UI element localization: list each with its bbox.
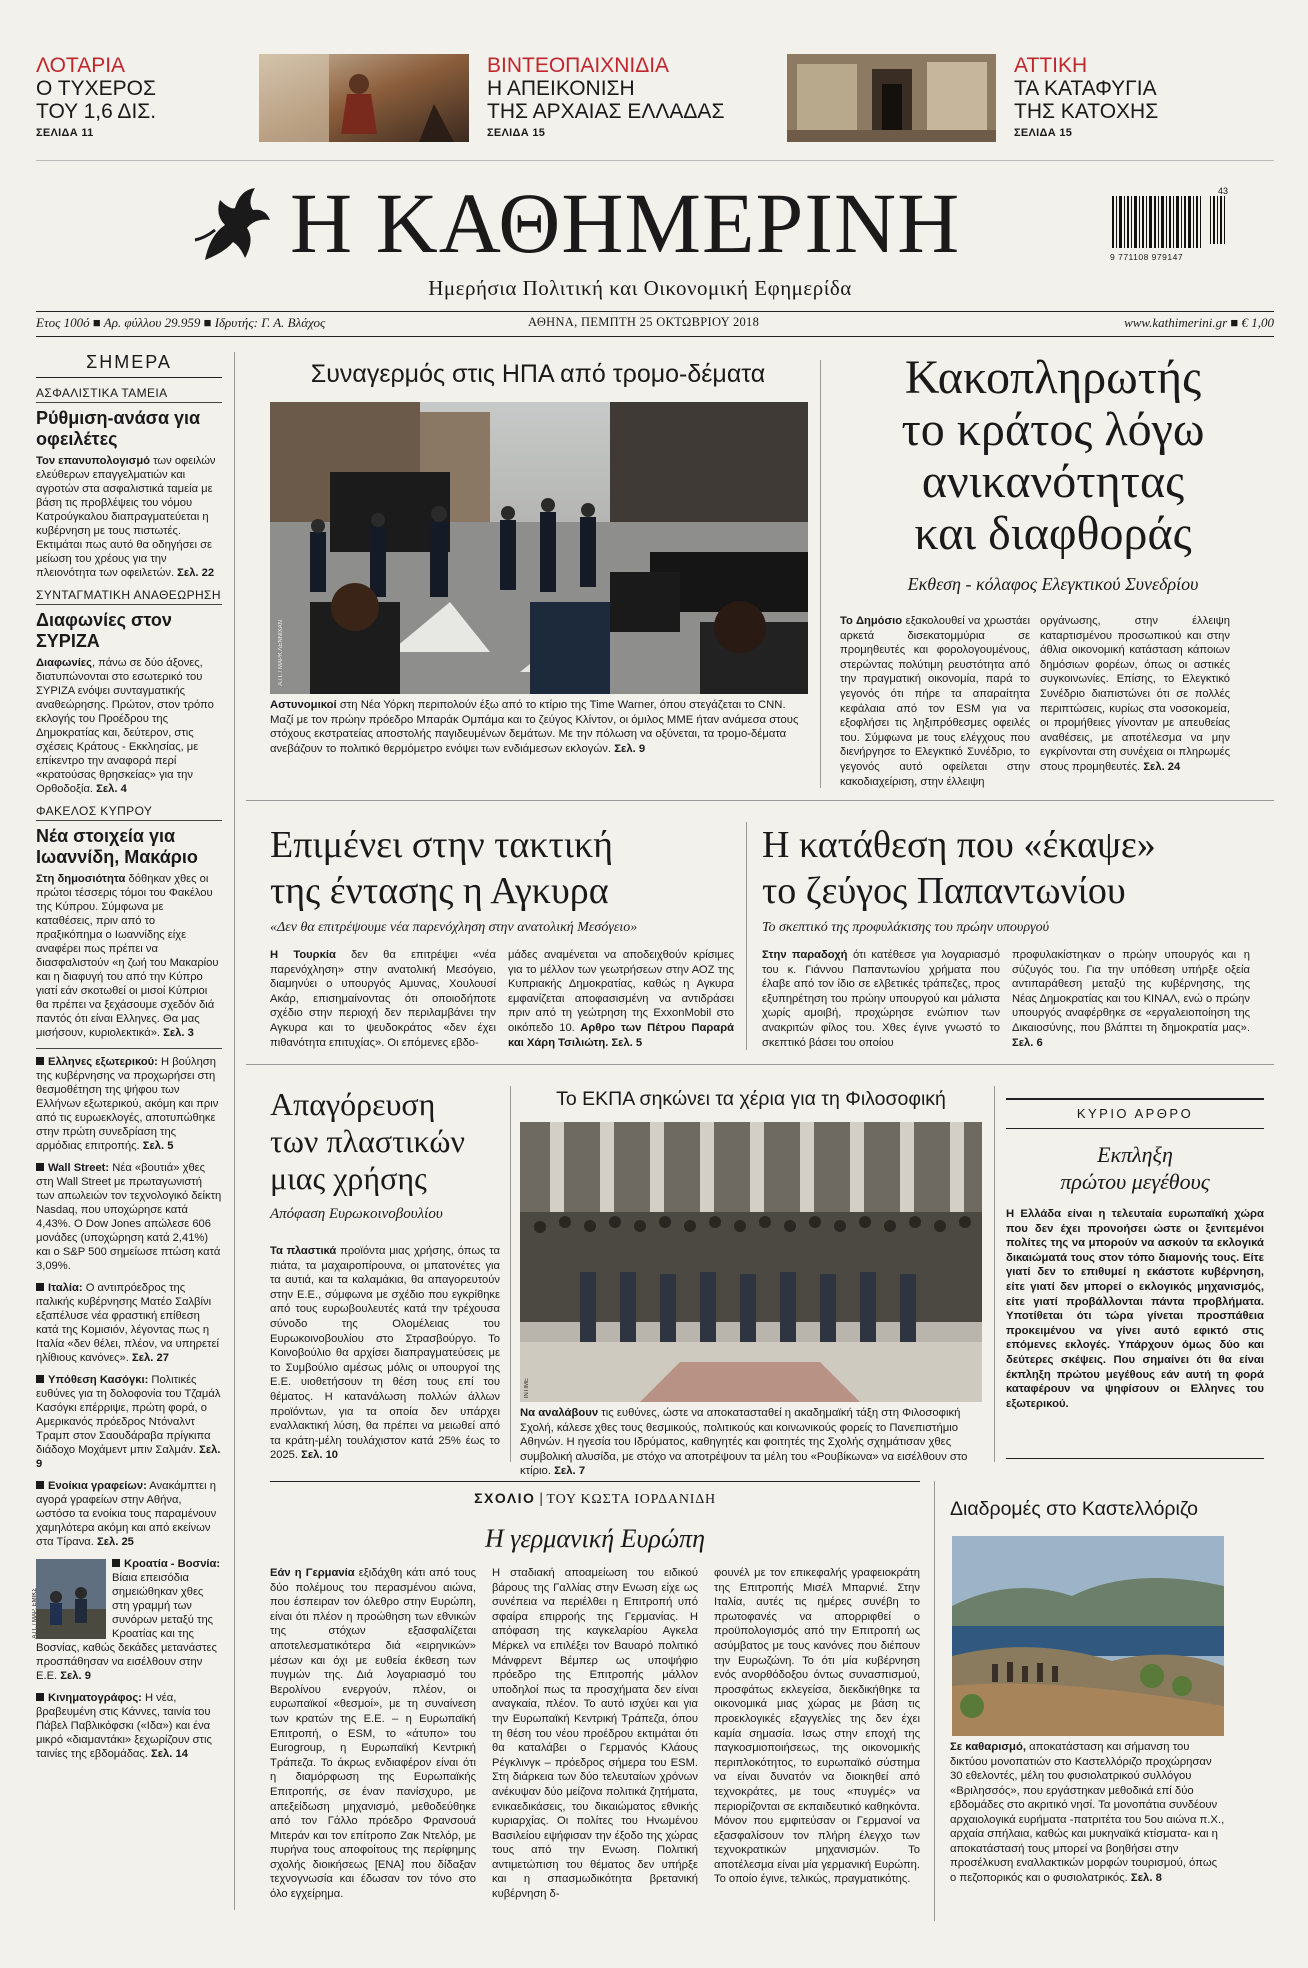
editorial-title: Εκπληξη — [1097, 1142, 1173, 1167]
headline-kastellorizo[interactable]: Διαδρομές στο Καστελλόριζο — [950, 1498, 1198, 1520]
brief[interactable] — [32, 1557, 222, 1683]
papantoniou-column-2 — [1012, 948, 1250, 1050]
story-kicker: ΦΑΚΕΛΟΣ ΚΥΠΡΟΥ — [36, 804, 222, 821]
turkey-column-2 — [508, 948, 734, 1050]
story-body: δόθηκαν χθες οι πρώτοι τέσσερις τόμοι του Φακέλου της Κύπρου. Σύμφωνα με καταθέσεις, πριν από το πραξικόπημα ο Ιωαννίδης είχε αναφέρει πως πρέπει να διασφαλιστούν «η ζωή του Μακαρίου και η διαφυγή του από την Κύπρο γιατί εάν σκοτωθεί οι μισοί Κύπριοι θα πρέπει να ξεχάσουμε σχεδόν διά παντός ότι είναι Ελληνες. Θα μας μισήσουν, κυριολεκτικά». — [36, 873, 219, 1039]
caption-lead: Να αναλάβουν — [520, 1407, 599, 1419]
brief-body: Νέα «βουτιά» χθες στη Wall Street με πρωταγωνιστή των απωλειών τον τεχνολογικό δείκτη Nasdaq, που υποχώρησε κατά 4,43%. Ο Dow Jones απώλεσε 606 μονάδες (υποχώρηση κατά 2,41%) και ο S&P 500 σημείωσε πτώση κατά 3,09%. — [36, 1162, 222, 1272]
story-kicker: ΣΥΝΤΑΓΜΑΤΙΚΗ ΑΝΑΘΕΩΡΗΣΗ — [36, 588, 222, 605]
teaser-kicker: ΒΙΝΤΕΟΠΑΙΧΝΙΔΙΑ — [487, 54, 670, 77]
story-kicker: ΑΣΦΑΛΙΣΤΙΚΑ ΤΑΜΕΙΑ — [36, 386, 222, 403]
teaser-image-shelters — [787, 54, 996, 142]
page-ref: Σελ. 24 — [1140, 760, 1181, 773]
page-ref: Σελ. 7 — [550, 1465, 586, 1477]
page-ref: Σελ. 4 — [93, 783, 127, 795]
barcode-top: 43 — [1217, 186, 1228, 196]
story-body: μάδες αναμένεται να αποδειχθούν κρίσιμες για το μέλλον των γεωτρήσεων στην ΑΟΖ της Κυπριακής Δημοκρατίας, καθώς η Αγκυρα εμφανίζεται αποφασισμένη να αντιδράσει πριν από τη γεώτρηση της ExxonMobil στο οικόπεδο 10. — [508, 949, 734, 1034]
brief-lead: Υπόθεση Κασόγκι: — [48, 1374, 149, 1386]
brief-body: Η νέα, βραβευμένη στις Κάννες, ταινία του Πάβελ Παβλικόφσκι («Ιδα») και ένα μικρό «διαμαντάκι» ξεχωρίζουν στις ταινίες της εβδομάδας. — [36, 1692, 212, 1760]
brief[interactable] — [36, 1055, 222, 1153]
caption-ekpa — [520, 1406, 982, 1479]
brief-lead: Ιταλία: — [48, 1282, 83, 1294]
photo-university-chain — [520, 1122, 982, 1402]
story-lead: Στη δημοσιότητα — [36, 873, 126, 885]
story-headline: Ρύθμιση-ανάσα για οφειλέτες — [36, 408, 201, 449]
bullet-icon — [36, 1481, 44, 1489]
photo-kastellorizo-trail — [952, 1536, 1224, 1736]
caption-body: στη Νέα Υόρκη περιπολούν έξω από το κτίριο της Time Warner, όπου στεγάζεται το CNN. Μαζί με τον πρώην πρόεδρο Μπαράκ Ομπάμα και το ζεύγος Κλίντον, οι όμιλος ΜΜΕ ήταν ανάμεσα στους στόχους εκστρατείας αποστολής παγιδευμένων δεμάτων. Με την πόλωση να οξύνεται, τα τρομο-δέματα ανεβάζουν το πολιτικό θερμόμετρο ενόψει των ενδιάμεσων εκλογών. — [270, 699, 799, 755]
editorial-title: πρώτου μεγέθους — [1060, 1169, 1210, 1194]
page-ref: Σελ. 25 — [93, 1536, 134, 1548]
story-lead: Τον επανυπολογισμό — [36, 455, 151, 467]
brief-photo — [32, 1559, 106, 1639]
story-body: προφυλακίστηκαν ο πρώην υπουργός και η σύζυγός του. Για την υπόθεση υπήρξε οξεία αντιπαράθεση μεταξύ της κυβέρνησης, της Νέας Δημοκρατίας και του ΚΙΝΑΛ, ενώ ο πρώην υπουργός αναφέρθηκε σε «εργαλειοποίηση της Δικαιοσύνης, που βλάπτει τη δημοκρατία μας». — [1012, 949, 1250, 1034]
story-body: οργάνωσης, στην έλλειψη καταρτισμένου προσωπικού και στην άθλια οικονομική κατάσταση κάποιων δημόσιων φορέων, όπως οι αστικές συγκοινωνίες. Επίσης, το Ελεγκτικό Συνέδριο διαπιστώνει ότι σε πολλές περιπτώσεις, κυρίως στα νοσοκομεία, οι προμήθειες γίνονταν με απευθείας αναθέσεις, με αποτέλεσμα να μην εγκρίνονται στη συνέχεια οι πληρωμές στους προμηθευτές. — [1040, 615, 1230, 773]
brief-body: Ο αντιπρόεδρος της ιταλικής κυβέρνησης Ματέο Σαλβίνι εξαπέλυσε νέα φραστική επίθεση κατά της Κομισιόν, λέγοντας πως η Ιταλία «δεν θέλει, πλέον, να υπηρετεί ηλίθιους κανόνες». — [36, 1282, 219, 1364]
founder: Ιδρυτής: Γ. Α. Βλάχος — [214, 315, 326, 330]
teaser-kicker: ΑΤΤΙΚΗ — [1014, 54, 1088, 77]
bullet-icon — [36, 1693, 44, 1701]
story-headline: Νέα στοιχεία για Ιωαννίδη, Μακάριο — [36, 826, 198, 867]
story-body: δεν θα επιτρέψει «νέα παρενόχληση» στην ανατολική Μεσόγειο, διαμηνύει ο υπουργός Αμυνας, Χουλουσί Ακάρ, επισημαίνοντας ότι οποιοδήποτε σχέδιο στην περιοχή δεν περιλαμβάνει την Αγκυρα και το ψευδοκράτος «δεν έχει πιθανότητα επιτυχίας». Οι επόμενες εβδο- — [270, 949, 496, 1049]
teaser-videogames[interactable] — [487, 54, 747, 139]
caption-body: τις ευθύνες, ώστε να αποκατασταθεί η ακαδημαϊκή τάξη στη Φιλοσοφική Σχολή, κάλεσε χθες τους θεσμικούς, πολιτικούς και κοινωνικούς φορείς το Πανεπιστήμιο Αθηνών. Η ηγεσία του Ιδρύματος, καθηγητές και φοιτητές της Σχολής σχημάτισαν χθες συμβολική αλυσίδα, με στόχο να αποτρέψουν τα μέλη του «Ρουβίκωνα» να εισέλθουν στο κτίριο. — [520, 1407, 968, 1477]
caption-us — [270, 698, 808, 756]
teaser-page: ΣΕΛΙΔΑ 15 — [487, 127, 546, 139]
griffin-logo-icon — [185, 180, 275, 270]
date: ΑΘΗΝΑ, ΠΕΜΠΤΗ 25 ΟΚΤΩΒΡΙΟΥ 2018 — [528, 315, 760, 329]
brief-lead: Κινηματογράφος: — [48, 1692, 142, 1704]
teaser-attica[interactable] — [1014, 54, 1274, 139]
page-ref: Σελ. 14 — [147, 1748, 188, 1760]
headline-ekpa[interactable]: Το ΕΚΠΑ σηκώνει τα χέρια για τη Φιλοσοφική — [556, 1088, 946, 1110]
story-lead: Εάν η Γερμανία — [270, 1567, 355, 1579]
caption-lead: Σε καθαρισμό, — [950, 1741, 1027, 1753]
page-ref: Σελ. 9 — [36, 1444, 221, 1470]
story-lead: Στην παραδοχή — [762, 949, 848, 961]
teaser-page: ΣΕΛΙΔΑ 11 — [36, 127, 94, 139]
story-body: εξιδάχθη κάτι από τους δύο πολέμους του περασμένου αιώνα, που έσπειραν τον όλεθρο στην Ευρώπη, είναι ότι πλέον η προώθηση των εθνικών της στόχων εξασφαλίζεται αποτελεσματικότερα διά «ειρηνικών» μέσων και όχι με ευθεία έκθεση των πυγμών της. Διά λογαριασμό του Βερολίνου ενεργούν, πλέον, οι ευρωπαϊκοί «θεσμοί», με τη συναίνεση των κρατών της Ε.Ε. – η Ευρωπαϊκή Επιτροπή, ο ESM, το «άτυπο» του Eurogroup, η Ευρωπαϊκή Κεντρική Τράπεζα. Το άκρως ενδιαφέρον είναι ότι η διαμόρφωση της Ευρωπαϊκής Επιτροπής, σε έναν πανίσχυρο, με απεξείδωση μηχανισμό, μεθοδεύθηκε από τον Γάλλο πρόεδρο Φρανσουά Μιτεράν και τον επίτροπο Ζακ Ντελόρ, με πυρήνα τους αποφοίτους της περίφημης σχολής διοικήσεως [ENA] που δίδαξαν τεχνογνωσία και έδωσαν τον τόνο στο όλο εγχείρημα. — [270, 1567, 476, 1901]
papantoniou-column-1 — [762, 948, 1000, 1050]
story-body: των οφειλών ελεύθερων επαγγελματιών και αγροτών στα ασφαλιστικά ταμεία με βάση τις προβλέψεις του νόμου Κατρούγκαλου διαπραγματεύεται η κυβέρνηση με τους πιστωτές. Εκτιμάται πως αυτό θα οδηγήσει σε μείωση του χρέους για την πλειονότητα των οφειλετών. — [36, 455, 216, 579]
story-body: , πάνω σε δύο άξονες, διατυπώνονται στο εσωτερικό του ΣΥΡΙΖΑ ενόψει συνταγματικής αναθεώρησης. Πρώτον, στον τρόπο εκλογής του Προέδρου της Δημοκρατίας και, δεύτερον, στις σχέσεις Κράτους - Εκκλησίας, με επίκεντρο την αναφορά περί «κρατούσας θρησκείας» για την Ορθοδοξία. — [36, 657, 214, 795]
teaser-lottery[interactable] — [36, 54, 216, 139]
page-ref: Σελ. 10 — [298, 1449, 339, 1462]
brief[interactable] — [36, 1479, 222, 1549]
price: € 1,00 — [1241, 315, 1274, 330]
audit-column-2 — [1040, 614, 1230, 775]
photo-credit: ΙΝΤΙΜΕ — [524, 1377, 530, 1398]
website-link[interactable]: www.kathimerini.gr — [1124, 315, 1228, 330]
story-lead: Τα πλαστικά — [270, 1245, 337, 1257]
headline-line: το ζεύγος Παπαντωνίου — [762, 870, 1126, 912]
brief-lead: Ενοίκια γραφείων: — [48, 1480, 147, 1492]
teaser-title: ΤΑ ΚΑΤΑΦΥΓΙΑ — [1014, 77, 1157, 100]
sidebar-story[interactable] — [36, 804, 222, 1040]
brief-body: Ανακάμπτει η αγορά γραφείων στην Αθήνα, ωστόσο τα ενοίκια τους παραμένουν χαμηλότερα ακόμη και από εκείνων στα Τίρανα. — [36, 1480, 217, 1548]
brief-body: Η βούληση της κυβέρνησης να προχωρήσει στη θεσμοθέτηση της ψήφου των Ελλήνων εξωτερικού, ακόμη και πριν από τις ευρωεκλογές, αποτυπώθηκε στην πρώτη συνεδρίαση της αρμόδιας επιτροπής. — [36, 1056, 219, 1152]
deck-plastics: Απόφαση Ευρωκοινοβουλίου — [270, 1206, 443, 1222]
teaser-title: ΤΗΣ ΚΑΤΟΧΗΣ — [1014, 100, 1159, 123]
story-body: ότι κατέθεσε για λογαριασμό του κ. Γιάννου Παπαντωνίου χρήματα που έλαβε από τον ίδιο σε ελβετικές τράπεζες, προς εξυπηρέτηση του πρώην υπουργού και μάλιστα χωρίς αμοιβή, προχώρησε ενώπιον των ανακριτών φίλος του. Χθες έγινε γνωστό το σκεπτικό βάσει του οποίου — [762, 949, 1000, 1049]
teaser-page: ΣΕΛΙΔΑ 15 — [1014, 127, 1073, 139]
headline-us[interactable]: Συναγερμός στις ΗΠΑ από τρομο-δέματα — [310, 360, 766, 388]
story-body: εξακολουθεί να χρωστάει αρκετά δισεκατομμύρια σε προμηθευτές και φορολογουμένους, στερώντας πολύτιμη ρευστότητα από την πραγματική οικονομία, παρά το γεγονός ότι πήρε τα απαραίτητα κεφάλαια από τον ESM για να εξοφλήσει τις ληξιπρόθεσμες οφειλές του. Σύμφωνα με τους ελέγχους που διενήργησε το Ελεγκτικό Συνέδριο, το γεγονός αυτό οφείλεται στην κακοδιαχείριση, στην έλλειψη — [840, 615, 1030, 788]
barcode-number: 9 771108 979147 — [1110, 252, 1184, 262]
comment-author: ΤΟΥ ΚΩΣΤΑ ΙΟΡΔΑΝΙΔΗ — [546, 1492, 716, 1507]
story-lead: Το Δημόσιο — [840, 615, 903, 627]
page-ref: Σελ. 27 — [128, 1352, 169, 1364]
newspaper-subtitle: Ημερήσια Πολιτική και Οικονομική Εφημερίδα — [428, 276, 852, 300]
headline-line: και διαφθοράς — [914, 507, 1192, 560]
teaser-image-videogame — [259, 54, 469, 142]
brief[interactable] — [36, 1281, 222, 1365]
issue-number: Αρ. φύλλου 29.959 — [103, 315, 201, 330]
sidebar-story[interactable] — [36, 386, 222, 580]
brief-lead: Κροατία - Βοσνία: — [124, 1558, 221, 1570]
bullet-icon — [112, 1559, 120, 1567]
barcode — [1110, 186, 1230, 266]
byline: Αρθρο των Πέτρου Παραρά και Χάρη Τσιλιώτη. — [508, 1021, 734, 1049]
headline-line: Η κατάθεση που «έκαψε» — [762, 824, 1156, 866]
plastics-body — [270, 1244, 500, 1463]
bullet-icon — [36, 1283, 44, 1291]
page-ref: Σελ. 5 — [608, 1036, 643, 1049]
photo-new-york-police — [270, 402, 808, 694]
headline-line: μιας χρήσης — [270, 1160, 427, 1196]
brief[interactable] — [36, 1691, 222, 1761]
page-ref: Σελ. 5 — [139, 1140, 174, 1152]
sidebar-header: ΣΗΜΕΡΑ — [86, 352, 172, 372]
headline-turkey[interactable] — [270, 822, 740, 914]
headline-line: της έντασης η Αγκυρα — [270, 870, 609, 912]
headline-papantoniou[interactable] — [762, 822, 1274, 914]
headline-line: Κακοπληρωτής — [904, 351, 1202, 404]
headline-line: Απαγόρευση — [270, 1086, 436, 1122]
page-ref: Σελ. 22 — [174, 567, 215, 579]
editorial[interactable] — [1006, 1098, 1264, 1411]
deck-papantoniou: Το σκεπτικό της προφυλάκισης του πρώην υπουργού — [762, 920, 1050, 935]
page-ref: Σελ. 8 — [1127, 1871, 1162, 1884]
comment-title[interactable]: Η γερμανική Ευρώπη — [485, 1524, 705, 1553]
page-ref: Σελ. 9 — [611, 742, 646, 755]
headline-plastics[interactable] — [270, 1086, 506, 1197]
headline-line: το κράτος λόγω — [901, 403, 1205, 456]
deck-audit: Εκθεση - κόλαφος Ελεγκτικού Συνεδρίου — [907, 574, 1199, 594]
page-ref: Σελ. 9 — [57, 1670, 91, 1682]
comment-kicker: ΣΧΟΛΙΟ — [474, 1490, 536, 1506]
headline-line: των πλαστικών — [270, 1123, 465, 1159]
photo-credit: Α.Π. / ΜΑΡΚ ΛΕΝΝΙΧΑΝ — [278, 620, 284, 686]
comment-column-3: φουνέλ με τον επικεφαλής γραφειοκράτη της Επιτροπής Μισέλ Μπαρνιέ. Στην Ιταλία, αυτές τις ημέρες συνέβη το πρωτοφανές να απορριφθεί ο προϋπολογισμός από την Επιτροπή ως ασύμβατος με τους κανόνες που διέπουν την Ευρωζώνη. Το ότι μία κυβέρνηση ενός ανορθόδοξου όντως συνασπισμού, προσφάτως εκλεγείσα, διεκδικήθηκε τα οικονομικά μιας χώρας με βάση τις προεκλογικές εξαγγελίες της δεν έχει καμία σημασία. Ισως στην εποχή της παγκοσμιοποιήσεως, της οικονομικής περιπλοκότητος, το ευρωπαϊκό σύστημα να είναι δυνατόν να διοικηθεί από τεχνοκράτες, με τους «πυγμές» να περιορίζονται σε εκπαιδευτικό καθηκόντα. Μόνον που εμφιτεύσαν οι Γερμανοί να εξασφαλίσουν τον πλήρη έλεγχο των τεχνοκρατικών μηχανισμών. Το αποτέλεσμα είναι μία γερμανική Ευρώπη. Το οποίο έγινε, τελικώς, πραγματικότης. — [714, 1567, 920, 1886]
brief-lead: Ελληνες εξωτερικού: — [48, 1056, 158, 1068]
headline-line: ανικανότητας — [921, 455, 1185, 508]
turkey-column-1 — [270, 948, 496, 1050]
caption-lead: Αστυνομικοί — [270, 699, 337, 711]
sidebar-story[interactable] — [36, 588, 222, 796]
brief[interactable] — [36, 1373, 222, 1471]
bullet-icon — [36, 1163, 44, 1171]
story-body: προϊόντα μιας χρήσης, όπως τα πιάτα, τα μαχαιροπίρουνα, οι μπατονέτες για τα αυτιά, και τα καλαμάκια, θα απαγορευτούν στην Ε.Ε., σύμφωνα με σχέδιο που εγκρίθηκε από τους ευρωβουλευτές κατά την τρέχουσα σύνοδο της Ολομέλειας του Ευρωκοινοβουλίου στο Στρασβούργο. Το Κοινοβούλιο θα αρχίσει διαπραγματεύσεις με το Συμβούλιο αμέσως μόλις οι υπουργοί της Ε.Ε. υιοθετήσουν τη θέση τους επί του θέματος. Η κατανάλωση πολλών άλλων προϊόντων, για τα οποία δεν υπάρχει εναλλακτική λύση, θα πρέπει να μειωθεί από τα κράτη-μέλη τουλάχιστον κατά 25% έως το 2025. — [270, 1245, 500, 1462]
bullet-icon — [36, 1057, 44, 1065]
teaser-title: ΤΗΣ ΑΡΧΑΙΑΣ ΕΛΛΑΔΑΣ — [487, 100, 725, 123]
page-ref: Σελ. 6 — [1012, 1036, 1043, 1049]
teaser-title: Ο ΤΥΧΕΡΟΣ — [36, 77, 156, 100]
brief-lead: Wall Street: — [48, 1162, 110, 1174]
comment-header: ΣΧΟΛΙΟ | ΤΟΥ ΚΩΣΤΑ ΙΟΡΔΑΝΙΔΗ — [474, 1490, 716, 1507]
newspaper-title: Η ΚΑΘΗΜΕΡΙΝΗ — [290, 175, 961, 271]
sidebar — [32, 352, 222, 1761]
year: Ετος 100ό — [36, 315, 90, 330]
page-ref: Σελ. 3 — [160, 1027, 194, 1039]
headline-audit[interactable] — [832, 352, 1274, 560]
info-bar: Ετος 100ό ■ Αρ. φύλλου 29.959 ■ Ιδρυτής: Γ. Α. Βλάχος ΑΘΗΝΑ, ΠΕΜΠΤΗ 25 ΟΚΤΩΒΡΙΟΥ 2018 www.kathimerini.gr ■ € 1,00 — [36, 315, 1274, 330]
headline-line: Επιμένει στην τακτική — [270, 824, 613, 866]
audit-column-1 — [840, 614, 1030, 789]
brief[interactable] — [36, 1161, 222, 1273]
teaser-title: ΤΟΥ 1,6 ΔΙΣ. — [36, 100, 157, 123]
story-lead: Η Τουρκία — [270, 949, 336, 961]
brief-body: Πολιτικές ευθύνες για τη δολοφονία του Τζαμάλ Κασόγκι επέρριψε, πρώτη φορά, ο Αμερικανός πρόεδρος Ντόναλντ Τραμπ στον Σαουδάραβα πρίγκιπα διάδοχο Μοχάμεντ μπιν Σαλμάν. — [36, 1374, 221, 1456]
editorial-body: Η Ελλάδα είναι η τελευταία ευρωπαϊκή χώρα που δεν έχει προνοήσει ώστε οι ξενιτεμένοι πολίτες της να μπορούν να ασκούν τα εκλογικά δικαιώματά τους στον τόπο διαμονής τους. Είτε γιατί δεν το επιθυμεί η εκάστοτε κυβέρνηση, είτε γιατί δεν μπορεί ο εκλογικός μηχανισμός, είτε γιατί προβάλλονται πάντα προβλήματα. Υποτίθεται ότι τώρα γίνεται προσπάθεια προκειμένου να γίνει αυτό εφικτό στις επόμενες εκλογές. Υπάρχουν όμως δύο και δεύτερες σκέψεις. Που σημαίνει ότι θα είναι έκπληξη πρώτου μεγέθους εάν αυτή τη φορά καταφέρουν να ψηφίσουν οι Ελληνες του εξωτερικού. — [1006, 1208, 1264, 1410]
bullet-icon — [36, 1375, 44, 1383]
comment-column-1 — [270, 1566, 476, 1902]
caption-kastellorizo — [950, 1740, 1226, 1885]
story-lead: Διαφωνίες — [36, 657, 92, 669]
story-headline: Διαφωνίες στον ΣΥΡΙΖΑ — [36, 610, 172, 651]
photo-credit: Α.Π. / ΜΑΡ. ΕΜΙΚΣ — [32, 1588, 38, 1639]
comment-column-2: Η σταδιακή αποαμείωση του ειδικού βάρους της Γαλλίας στην Ενωση είχε ως συνέπεια να περιέλθει η Επιτροπή υπό σφαίρα επιρροής της Γερμανίας. Η απόφαση της καγκελαρίου Αγκελα Μέρκελ να επιλέξει τον Βαυαρό πολιτικό Μάνφρεντ Βέμπερ ως υποψήφιο πρόεδρο της Επιτροπής μάλλον υποδηλοί πως τα προσχήματα δεν είναι αναγκαία, πλέον. Το αυτό ισχύει και για την Ευρωπαϊκή Κεντρική Τράπεζα, όπου τη θέση του νέου προέδρου εκτιμάται ότι θα καταλάβει ο Γερμανός Κλάους Ρέγκλινγκ – πρόεδρος σήμερα του ESM. Στη διάρκεια των δύο τελευταίων χρόνων ανέκυψαν δύο μείζονα πολιτικά ζητήματα, ενικαεδικάσεις, του δικαιώματος εθνικής κυριαρχίας. Οι πολίτες του Ηνωμένου Βασιλείου εψήφισαν την έξοδο της χώρας τους από την Ενωση. Πολιτική αντιμετώπιση του θέματος δεν υπήρξε και η σπασμωδικότητα βρετανική κυβέρνηση δ- — [492, 1567, 698, 1901]
teaser-kicker: ΛΟΤΑΡΙΑ — [36, 54, 126, 77]
deck-turkey: «Δεν θα επιτρέψουμε νέα παρενόχληση στην ανατολική Μεσόγειο» — [270, 920, 638, 935]
brief-body: Βίαια επεισόδια σημειώθηκαν χθες στη γραμμή των συνόρων μεταξύ της Κροατίας και της Βοσνίας, καθώς δεκάδες μετανάστες προσπάθησαν να εισέλθουν στην Ε.Ε. — [36, 1572, 217, 1682]
caption-body: αποκατάσταση και σήμανση του δικτύου μονοπατιών στο Καστελλόριζο προχώρησαν 30 εθελοντές, μέλη του φυσιολατρικού συλλόγου «Βριλησσός», που εργάστηκαν μεθοδικά επί δύο εβδομάδες στο ακριτικό νησί. Τα μονοπάτια συνδέουν αρχαιολογικά ευρήματα -πατριτέτα του 5ου αιώνα π.Χ., αρχαία σπήλαια, καθώς και μυκηναϊκά κτίσματα- και η αποκατάστασή τους μπορεί να βοηθήσει στην προσέλκυση εναλλακτικών μορφών τουρισμού, όπως ο πεζοπορικός και ο φυσιολατρικός. — [950, 1741, 1225, 1884]
editorial-kicker: ΚΥΡΙΟ ΑΡΘΡΟ — [1076, 1106, 1194, 1121]
teaser-title: Η ΑΠΕΙΚΟΝΙΣΗ — [487, 77, 635, 100]
